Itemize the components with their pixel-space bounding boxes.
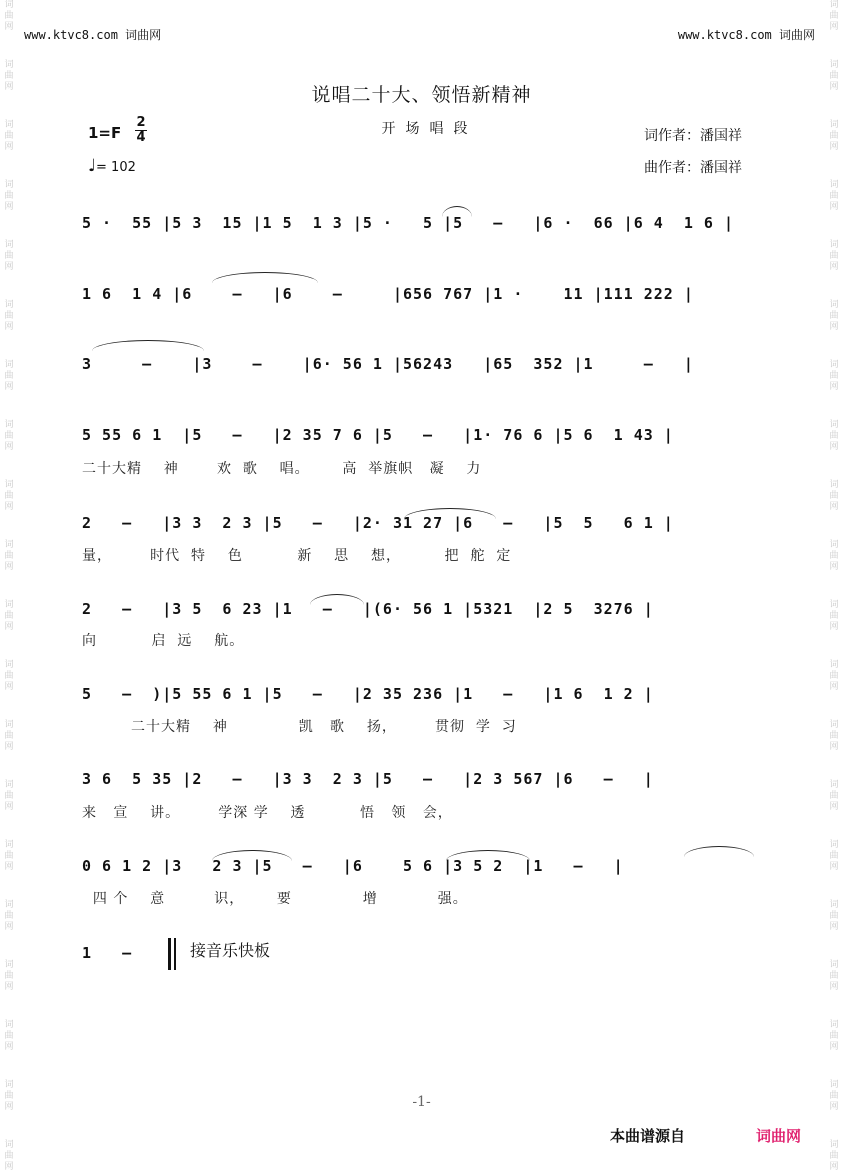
slur-mark <box>212 850 292 861</box>
watermark-text: 词 曲 网 <box>4 720 14 752</box>
time-signature-bottom: 4 <box>136 130 146 145</box>
notation-line: 0 6 1 2 |3 2 3 |5 – |6 5 6 |3 5 2 |1 – | <box>82 857 624 875</box>
watermark-text: 词 曲 网 <box>829 120 839 152</box>
watermark-text: 词 曲 网 <box>829 840 839 872</box>
watermark-text: 词 曲 网 <box>4 540 14 572</box>
left-watermark-strip <box>0 0 18 1172</box>
score-row <box>82 285 762 315</box>
final-barline <box>168 938 171 970</box>
watermark-text: 词 曲 网 <box>829 720 839 752</box>
slur-mark <box>446 850 530 861</box>
watermark-text: 词 曲 网 <box>4 900 14 932</box>
slur-mark <box>310 594 364 605</box>
tempo-marking <box>88 156 136 176</box>
song-title: 说唱二十大、领悟新精神 <box>311 84 532 106</box>
notation-line: 2 – |3 5 6 23 |1 – |(6· 56 1 |5321 |2 5 3276 | <box>82 600 654 618</box>
watermark-text: 词 曲 网 <box>4 300 14 332</box>
lyricist-credit: 词作者：潘国祥 <box>644 128 742 144</box>
watermark-text: 词 曲 网 <box>4 600 14 632</box>
watermark-text: 词 曲 网 <box>829 600 839 632</box>
notation-line: 5 · 55 |5 3 15 |1 5 1 3 |5 · 5 |5 – |6 · 66 |6 4 1 6 | <box>82 214 734 232</box>
watermark-text: 词 曲 网 <box>4 480 14 512</box>
notation-line: 1 6 1 4 |6 – |6 – |656 767 |1 · 11 |111 222 | <box>82 285 694 303</box>
song-subtitle: 开场唱段 <box>381 121 478 137</box>
watermark-text: 词 曲 网 <box>4 780 14 812</box>
final-barline-thin <box>174 938 176 970</box>
watermark-text: 词 曲 网 <box>4 60 14 92</box>
notation-line: 5 – )|5 55 6 1 |5 – |2 35 236 |1 – |1 6 1 2 | <box>82 685 654 703</box>
slur-mark <box>92 340 204 351</box>
composer-credit: 曲作者：潘国祥 <box>644 160 742 176</box>
source-brand-link[interactable]: 词曲网 <box>756 1127 802 1145</box>
watermark-text: 词 曲 网 <box>4 180 14 212</box>
score-row <box>82 685 762 715</box>
watermark-text: 词 曲 网 <box>829 960 839 992</box>
time-signature-top: 2 <box>136 115 146 130</box>
lyric-line: 量， 时代 特 色 新 思 想， 把 舵 定 <box>82 548 512 564</box>
score-row <box>82 944 762 974</box>
score-row <box>82 426 762 456</box>
notation-line: 3 6 5 35 |2 – |3 3 2 3 |5 – |2 3 567 |6 – | <box>82 770 654 788</box>
time-signature <box>135 116 147 144</box>
watermark-text: 词 曲 网 <box>829 1080 839 1112</box>
score-row <box>82 770 762 800</box>
watermark-text: 词 曲 网 <box>4 1020 14 1052</box>
watermark-text: 词 曲 网 <box>829 360 839 392</box>
score-row <box>82 857 762 887</box>
slur-mark <box>212 272 318 283</box>
lyric-line: 二十大精 神 欢 歌 唱。 高 举旗帜 凝 力 <box>82 461 482 477</box>
watermark-text: 词 曲 网 <box>4 660 14 692</box>
tempo-value: = 102 <box>96 160 136 175</box>
lyric-line: 向 启 远 航。 <box>82 633 245 649</box>
watermark-text: 词 曲 网 <box>829 660 839 692</box>
site-label-right[interactable]: www.ktvc8.com 词曲网 <box>677 28 815 42</box>
watermark-text: 词 曲 网 <box>4 240 14 272</box>
notation-line: 1 – <box>82 944 163 962</box>
watermark-text: 词 曲 网 <box>829 1140 839 1172</box>
watermark-text: 词 曲 网 <box>829 420 839 452</box>
watermark-text: 词 曲 网 <box>4 420 14 452</box>
watermark-text: 词 曲 网 <box>829 780 839 812</box>
notation-line: 2 – |3 3 2 3 |5 – |2· 31 27 |6 – |5 5 6 1 | <box>82 514 674 532</box>
watermark-text: 词 曲 网 <box>829 540 839 572</box>
watermark-text: 词 曲 网 <box>4 1140 14 1172</box>
score-row <box>82 355 762 385</box>
site-label-left[interactable]: www.ktvc8.com 词曲网 <box>24 28 162 42</box>
notation-line: 3 – |3 – |6· 56 1 |56243 |65 352 |1 – | <box>82 355 694 373</box>
ending-instruction: 接音乐快板 <box>190 941 271 960</box>
watermark-text: 词 曲 网 <box>829 1020 839 1052</box>
notation-line: 5 55 6 1 |5 – |2 35 7 6 |5 – |1· 76 6 |5 6 1 43 | <box>82 426 674 444</box>
watermark-text: 词 曲 网 <box>4 360 14 392</box>
watermark-text: 词 曲 网 <box>829 480 839 512</box>
watermark-text: 词 曲 网 <box>4 840 14 872</box>
source-label: 本曲谱源自 <box>610 1127 686 1145</box>
slur-mark <box>404 508 496 519</box>
right-watermark-strip <box>825 0 843 1172</box>
page-number: -1- <box>412 1094 431 1110</box>
lyric-line: 四 个 意 识， 要 增 强。 <box>82 891 468 907</box>
watermark-text: 词 曲 网 <box>829 240 839 272</box>
watermark-text: 词 曲 网 <box>4 1080 14 1112</box>
slur-mark <box>442 206 472 217</box>
watermark-text: 词 曲 网 <box>4 0 14 32</box>
key-signature: 1=F <box>88 124 122 142</box>
lyric-line: 二十大精 神 凯 歌 扬， 贯彻 学 习 <box>82 719 517 735</box>
score-row <box>82 600 762 630</box>
watermark-text: 词 曲 网 <box>829 180 839 212</box>
watermark-text: 词 曲 网 <box>4 960 14 992</box>
watermark-text: 词 曲 网 <box>829 0 839 32</box>
watermark-text: 词 曲 网 <box>4 120 14 152</box>
quarter-note-icon: ♩ <box>88 156 97 176</box>
watermark-text: 词 曲 网 <box>829 300 839 332</box>
lyric-line: 来 宣 讲。 学深 学 透 悟 领 会， <box>82 805 453 821</box>
slur-mark <box>684 846 754 857</box>
watermark-text: 词 曲 网 <box>829 60 839 92</box>
score-row <box>82 214 762 244</box>
watermark-text: 词 曲 网 <box>829 900 839 932</box>
